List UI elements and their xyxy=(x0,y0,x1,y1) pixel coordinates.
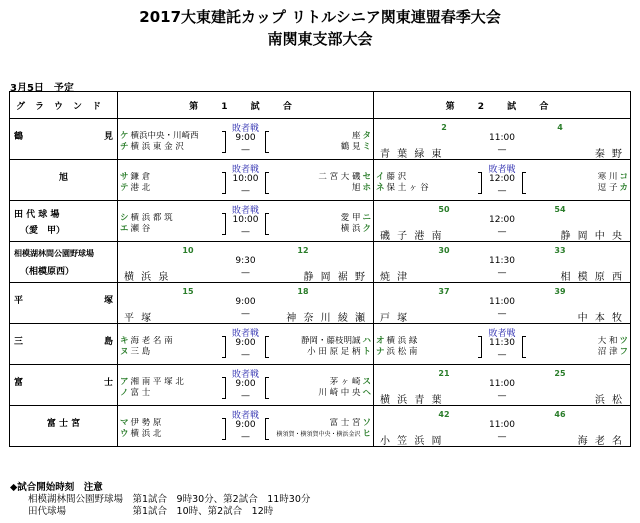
team-name: 寒 川 xyxy=(597,172,618,182)
bracket-code: オ xyxy=(376,336,385,346)
ground-name: 富 xyxy=(14,378,24,388)
team-line xyxy=(120,213,224,224)
versus-dash: — xyxy=(497,391,507,401)
match-number: 33 xyxy=(554,246,566,255)
game2-cell xyxy=(374,201,631,242)
bracket-code: ア xyxy=(120,377,129,387)
bracket-code: タ xyxy=(362,131,371,141)
match-number: 30 xyxy=(438,246,450,255)
table-row xyxy=(10,201,631,242)
team-name: 静岡・藤枝明誠 xyxy=(300,336,361,346)
game1-cell xyxy=(118,365,374,406)
versus-dash: — xyxy=(497,268,507,278)
start-time: 9:30 xyxy=(235,256,256,266)
team-name: 川 崎 中 央 xyxy=(318,388,361,398)
bracket-code: ク xyxy=(362,224,371,234)
match-number: 15 xyxy=(182,287,194,296)
game2-cell xyxy=(374,324,631,365)
team-name: 逗 子 xyxy=(597,183,618,193)
start-time: 11:30 xyxy=(489,338,515,348)
team-line xyxy=(524,336,628,347)
versus-dash: — xyxy=(497,145,507,155)
team-right: 海 老 名 xyxy=(577,436,624,447)
table-row xyxy=(10,283,631,324)
versus-dash: — xyxy=(241,309,250,319)
page-title: 2017大東建託カップ リトルシニア関東連盟春季大会 xyxy=(139,8,501,26)
versus-dash: — xyxy=(241,227,250,237)
loser-bracket-label: 敗者戦 xyxy=(231,124,259,134)
match-number: 46 xyxy=(554,410,566,419)
bracket-code: テ xyxy=(120,183,129,193)
bracket-code: マ xyxy=(120,418,129,428)
ground-cell xyxy=(10,242,118,283)
ground-cell xyxy=(10,365,118,406)
bracket-code: エ xyxy=(120,224,129,234)
team-left: 横 浜 青 葉 xyxy=(380,395,444,406)
team-left: 青 葉 緑 東 xyxy=(380,149,444,160)
match-number: 21 xyxy=(438,369,450,378)
bracket-code: ウ xyxy=(120,429,129,439)
team-name: 浜 松 南 xyxy=(386,347,418,357)
ground-name: 島 xyxy=(103,337,113,347)
bracket-code: セ xyxy=(362,172,371,182)
team-name: 海 老 名 南 xyxy=(130,336,173,346)
team-name: 藤 沢 xyxy=(386,172,407,182)
match-number: 42 xyxy=(438,410,450,419)
bracket-code: フ xyxy=(619,347,628,357)
team-line xyxy=(267,377,371,388)
ground-cell xyxy=(10,406,118,447)
team-name: 茅 ヶ 崎 xyxy=(329,377,361,387)
versus-dash: — xyxy=(497,350,507,360)
ground-cell xyxy=(10,160,118,201)
ground-name: 田 代 球 場 xyxy=(14,210,60,220)
team-line xyxy=(120,377,224,388)
start-time: 11:00 xyxy=(489,133,515,143)
team-line xyxy=(376,172,480,183)
team-line xyxy=(267,336,371,347)
start-time: 10:00 xyxy=(232,174,259,184)
team-left: 磯 子 港 南 xyxy=(380,231,444,242)
ground-cell xyxy=(10,119,118,160)
match-number: 10 xyxy=(182,246,194,255)
table-row xyxy=(10,242,631,283)
team-line xyxy=(267,131,371,142)
game2-cell xyxy=(374,160,631,201)
table-row xyxy=(10,406,631,447)
team-line xyxy=(524,172,628,183)
team-name: 富 士 宮 xyxy=(329,418,361,428)
table-row xyxy=(10,119,631,160)
team-left: 小 笠 浜 岡 xyxy=(380,436,444,447)
bracket-code: ヘ xyxy=(362,388,371,398)
versus-dash: — xyxy=(241,432,250,442)
team-line xyxy=(120,172,224,183)
ground-name: 相模湖林間公園野球場 xyxy=(14,249,94,258)
ground-name: 塚 xyxy=(103,296,113,306)
team-right: 相 模 原 西 xyxy=(560,272,624,283)
table-row xyxy=(10,160,631,201)
team-name: 沼 津 xyxy=(597,347,618,357)
table-header-row xyxy=(10,92,631,119)
ground-name: 三 xyxy=(14,337,24,347)
bracket-code: サ xyxy=(120,172,129,182)
ground-name: 旭 xyxy=(58,173,68,183)
team-name: 鶴 見 xyxy=(340,142,361,152)
match-number: 50 xyxy=(438,205,450,214)
header-ground: グラウンド xyxy=(10,92,118,119)
bracket-code: イ xyxy=(376,172,385,182)
versus-dash: — xyxy=(241,186,250,196)
versus-dash: — xyxy=(497,432,507,442)
notes-line-2: 田代球場 第1試合 10時、第2試合 12時 xyxy=(28,506,274,517)
game2-cell xyxy=(374,119,631,160)
ground-cell xyxy=(10,201,118,242)
bracket-code: コ xyxy=(619,172,628,182)
team-name: 横浜中央・川崎西 xyxy=(130,131,199,141)
team-right: 秦 野 xyxy=(594,149,624,160)
notes xyxy=(10,482,310,518)
team-left: 戸 塚 xyxy=(380,313,410,324)
team-name: 小 田 原 足 柄 xyxy=(307,347,361,357)
bracket-code: ミ xyxy=(362,142,371,152)
versus-dash: — xyxy=(241,350,250,360)
bracket-code: ソ xyxy=(362,418,371,428)
team-name: 横 浜 xyxy=(340,224,361,234)
match-number: 4 xyxy=(557,123,563,132)
loser-bracket-label: 敗者戦 xyxy=(231,329,259,339)
ground-name: 平 xyxy=(14,296,24,306)
team-name: 富 士 xyxy=(130,388,151,398)
team-line xyxy=(120,336,224,347)
team-name: 横 浜 緑 xyxy=(386,336,418,346)
game2-cell xyxy=(374,406,631,447)
game2-cell xyxy=(374,283,631,324)
start-time: 12:00 xyxy=(489,215,515,225)
bracket-code: シ xyxy=(120,213,129,223)
game1-cell xyxy=(118,119,374,160)
loser-bracket-label: 敗者戦 xyxy=(231,165,259,175)
team-name: 座 xyxy=(351,131,361,141)
game1-cell xyxy=(118,242,374,283)
schedule-date: 3月5日 予定 xyxy=(10,83,74,94)
start-time: 11:00 xyxy=(489,379,515,389)
schedule-rows xyxy=(10,119,631,447)
start-time: 11:00 xyxy=(489,297,515,307)
team-right: 浜 松 xyxy=(594,395,624,406)
team-right: 中 本 牧 xyxy=(577,313,624,324)
start-time: 11:00 xyxy=(489,420,515,430)
versus-dash: — xyxy=(241,268,250,278)
table-row xyxy=(10,365,631,406)
game2-cell xyxy=(374,365,631,406)
ground-name: 富 士 宮 xyxy=(46,419,81,429)
start-time: 12:00 xyxy=(489,174,515,184)
team-right: 神 奈 川 綾 瀬 xyxy=(286,313,367,324)
match-number: 12 xyxy=(297,246,309,255)
game2-cell xyxy=(374,242,631,283)
bracket-code: ヌ xyxy=(120,347,129,357)
loser-bracket-label: 敗者戦 xyxy=(231,411,259,421)
versus-dash: — xyxy=(497,227,507,237)
bracket-code: ホ xyxy=(362,183,371,193)
bracket-code: ツ xyxy=(619,336,628,346)
start-time: 9:00 xyxy=(235,420,256,430)
team-left: 平 塚 xyxy=(124,313,154,324)
game1-cell xyxy=(118,283,374,324)
start-time: 9:00 xyxy=(235,297,256,307)
header-game2: 第 2 試 合 xyxy=(374,92,631,119)
team-name: 瀬 谷 xyxy=(130,224,151,234)
bracket-code: ハ xyxy=(362,336,371,346)
bracket-code: ト xyxy=(362,347,371,357)
team-name: 鎌 倉 xyxy=(130,172,151,182)
bracket-code: ニ xyxy=(362,213,371,223)
table-row xyxy=(10,324,631,365)
team-name: 旭 xyxy=(351,183,361,193)
versus-dash: — xyxy=(241,391,250,401)
match-number: 54 xyxy=(554,205,566,214)
notes-heading: ◆試合開始時刻 注意 xyxy=(10,482,103,493)
team-name: 伊 勢 原 xyxy=(130,418,162,428)
bracket-code: カ xyxy=(619,183,628,193)
notes-line-1: 相模湖林間公園野球場 第1試合 9時30分、第2試合 11時30分 xyxy=(28,494,311,505)
team-line xyxy=(120,418,224,429)
team-line xyxy=(120,131,224,142)
team-line xyxy=(267,172,371,183)
ground-host: （相模原西） xyxy=(20,267,75,277)
ground-host: （愛 甲） xyxy=(20,226,66,236)
versus-dash: — xyxy=(241,145,250,155)
ground-name: 士 xyxy=(103,378,113,388)
team-name: 湘 南 平 塚 北 xyxy=(130,377,184,387)
team-name: 保 土 ヶ 谷 xyxy=(386,183,429,193)
team-left: 横 浜 泉 xyxy=(124,272,171,283)
game1-cell xyxy=(118,406,374,447)
loser-bracket-label: 敗者戦 xyxy=(488,329,516,339)
team-name: 横須賀・横須賀中央・横浜金沢 xyxy=(276,431,361,438)
team-name: 港 北 xyxy=(130,183,151,193)
ground-name: 鶴 xyxy=(14,132,24,142)
team-line xyxy=(376,336,480,347)
team-name: 二 宮 大 磯 xyxy=(318,172,361,182)
start-time: 10:00 xyxy=(232,215,259,225)
team-line xyxy=(267,418,371,429)
ground-cell xyxy=(10,324,118,365)
game1-cell xyxy=(118,160,374,201)
bracket-code: チ xyxy=(120,142,129,152)
start-time: 11:30 xyxy=(489,256,515,266)
match-number: 2 xyxy=(441,123,447,132)
team-line xyxy=(267,213,371,224)
loser-bracket-label: 敗者戦 xyxy=(231,370,259,380)
versus-dash: — xyxy=(497,186,507,196)
team-name: 横 浜 北 xyxy=(130,429,162,439)
game1-cell xyxy=(118,201,374,242)
match-number: 25 xyxy=(554,369,566,378)
schedule-table xyxy=(9,91,631,447)
match-number: 18 xyxy=(297,287,309,296)
versus-dash: — xyxy=(497,309,507,319)
start-time: 9:00 xyxy=(235,379,256,389)
match-number: 37 xyxy=(438,287,450,296)
bracket-code: ケ xyxy=(120,131,129,141)
team-name: 横 浜 東 金 沢 xyxy=(130,142,184,152)
ground-name: 見 xyxy=(103,132,113,142)
team-left: 焼 津 xyxy=(380,272,410,283)
bracket-code: ナ xyxy=(376,347,385,357)
bracket-code: ス xyxy=(362,377,371,387)
page-subtitle: 南関東支部大会 xyxy=(267,30,373,48)
game1-cell xyxy=(118,324,374,365)
team-name: 三 島 xyxy=(130,347,151,357)
bracket-code: キ xyxy=(120,336,129,346)
team-right: 静 岡 中 央 xyxy=(560,231,624,242)
bracket-code: ノ xyxy=(120,388,129,398)
team-right: 静 岡 裾 野 xyxy=(303,272,367,283)
loser-bracket-label: 敗者戦 xyxy=(231,206,259,216)
start-time: 9:00 xyxy=(235,338,256,348)
loser-bracket-label: 敗者戦 xyxy=(488,165,516,175)
bracket-code: ネ xyxy=(376,183,385,193)
team-name: 愛 甲 xyxy=(340,213,361,223)
start-time: 9:00 xyxy=(235,133,256,143)
team-name: 横 浜 都 筑 xyxy=(130,213,173,223)
bracket-code: ヒ xyxy=(362,429,371,439)
ground-cell xyxy=(10,283,118,324)
match-number: 39 xyxy=(554,287,566,296)
team-name: 大 和 xyxy=(597,336,618,346)
header-game1: 第 1 試 合 xyxy=(118,92,374,119)
